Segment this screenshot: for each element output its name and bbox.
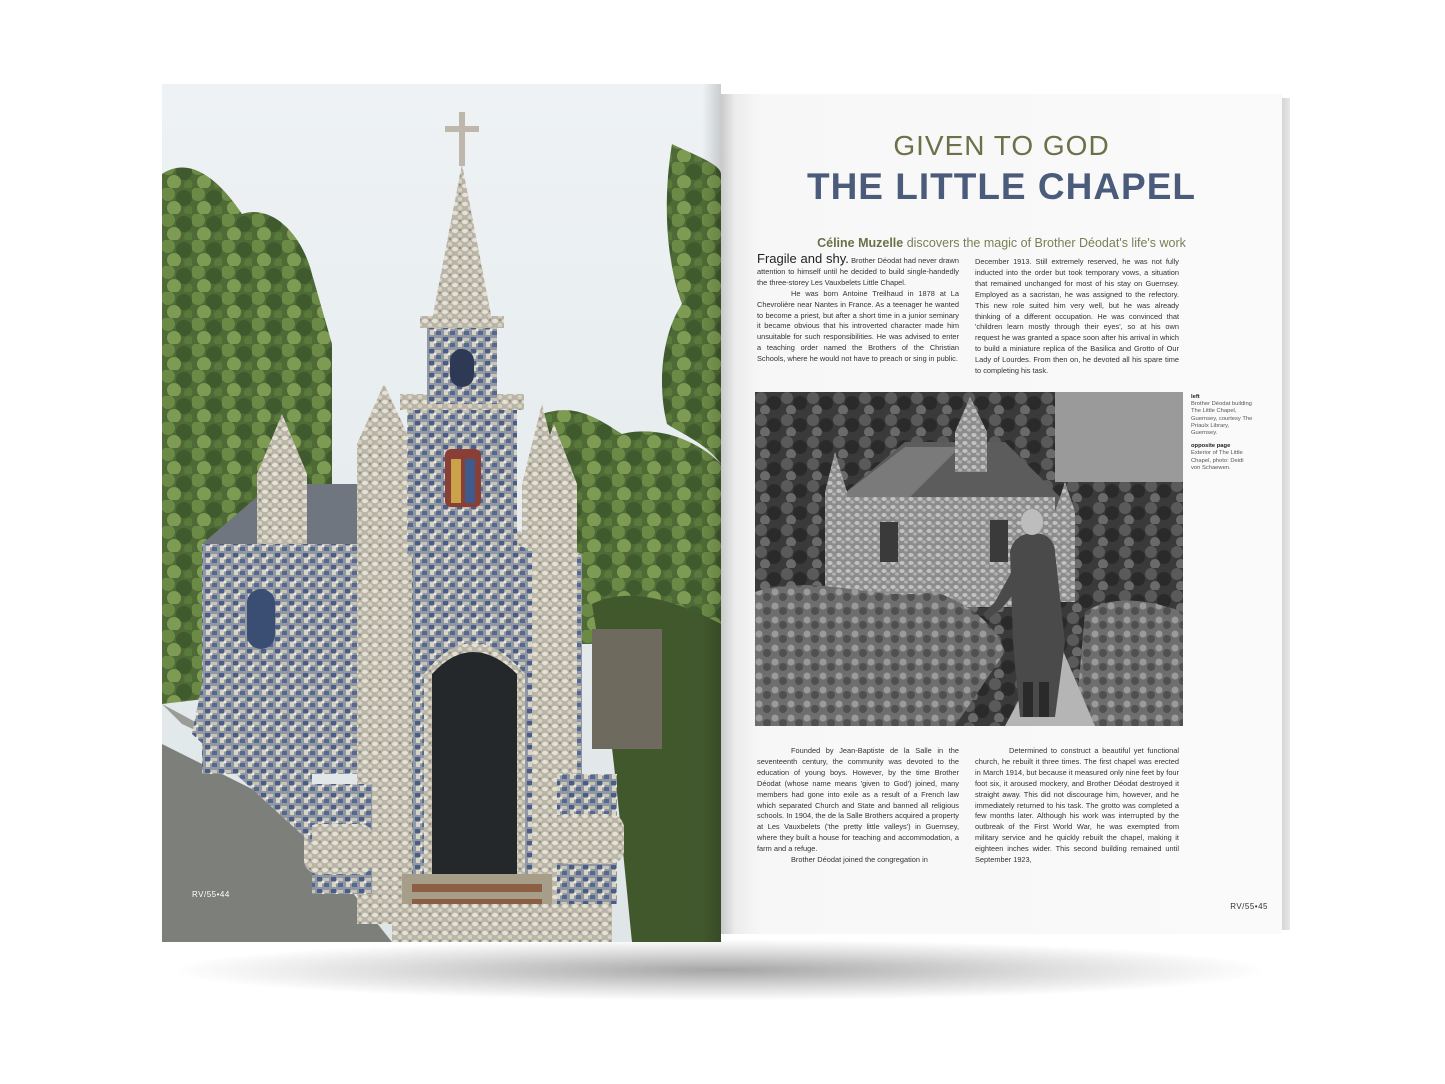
caption-left: [1191, 394, 1253, 437]
kicker: GIVEN TO GOD: [893, 130, 1110, 161]
standfirst: [721, 236, 1282, 250]
text-column-2: [975, 257, 1179, 377]
column-1-para-2: He was born Antoine Treilhaud in 1878 at La Chevrolière near Nantes in France. As a teenager he wanted to become a priest, but after a short time in a junior seminary it became obvious that his introverted character made him unsuitable for such responsibilities. He was advised to enter a teaching order named the Brothers of the Christian Schools, where he would not have to preach or sing in public.: [757, 288, 959, 364]
magazine-spread: [162, 84, 1292, 942]
caption-opposite: [1191, 443, 1253, 472]
right-page: [721, 94, 1282, 934]
author-name: Céline Muzelle: [817, 236, 904, 250]
column-3-para-2: Brother Déodat joined the congregation in: [791, 855, 928, 865]
gutter-shade: [702, 84, 721, 942]
photo-captions: [1191, 394, 1253, 478]
column-2-para-1: December 1913. Still extremely reserved, he was not fully inducted into the order but took temporary vows, a situation that remained unchanged for most of his stay on Guernsey. Employed as a sacristan, he was assigned to the refectory. This new role suited him very well, but he was already thinking of a different occupation. He was convinced that 'children learn mostly through their eyes', so at his own request he was granted a space soon after his arrival in which to build a miniature replica of the Basilica and Grotto of Our Lady of Lourdes. From then on, he devoted all his spare time to completing his task.: [975, 257, 1179, 376]
little-chapel-exterior-photo: [162, 84, 721, 942]
column-1-para-1: Brother Déodat had never drawn attention to himself until he decided to build single-handedly the three-storey Les Vauxbelets Little Chapel.: [757, 256, 959, 287]
text-column-1: [757, 251, 959, 365]
column-4-para-1: Determined to construct a beautiful yet functional church, he rebuilt it three times. The first chapel was erected in March 1914, but because it measured only nine feet by four foot six, it aroused mockery, and Brother Déodat destroyed it straight away. This did not discourage him, however, and he immediately returned to his task. The grotto was completed a few months later. Although his work was interrupted by the outbreak of the First World War, he was exempted from military service and he quickly rebuilt the chapel, making it eighteen inches wider. This second building remained until September 1923,: [975, 746, 1179, 865]
article-title: THE LITTLE CHAPEL: [806, 166, 1197, 207]
caption-opposite-text: Exterior of The Little Chapel, photo: Deidi von Schaewen.: [1191, 450, 1244, 471]
spread-shadow: [180, 940, 1260, 1000]
left-page: [162, 84, 721, 942]
text-column-4: [975, 746, 1179, 866]
caption-opposite-label: opposite page: [1191, 443, 1231, 450]
standfirst-text: discovers the magic of Brother Déodat's life's work: [903, 236, 1186, 250]
caption-left-text: Brother Déodat building The Little Chapel, Guernsey, courtesy The Priaulx Library, Guernsey.: [1191, 401, 1253, 437]
brother-deodat-photo: [755, 392, 1183, 726]
text-column-3: [757, 746, 959, 866]
column-3-para-1: Founded by Jean-Baptiste de la Salle in the seventeenth century, the community was devoted to the education of young boys. However, by the time Brother Déodat (whose name means 'given to God') joined, many members had gone into exile as a result of a French law which separated Church and State and banned all religious schools. In 1904, the de la Salle Brothers acquired a property at Les Vauxbelets ('the pretty little valleys') in Guernsey, where they built a house for teaching and accommodation, a farm and a refuge.: [757, 746, 959, 854]
lead-in: Fragile and shy.: [757, 251, 849, 266]
caption-left-label: left: [1191, 394, 1200, 400]
left-folio: RV/55•44: [192, 890, 230, 899]
page-edge: [1282, 98, 1290, 930]
brother-deodat-building-photo: [755, 392, 1183, 726]
right-folio: RV/55•45: [1230, 902, 1268, 911]
